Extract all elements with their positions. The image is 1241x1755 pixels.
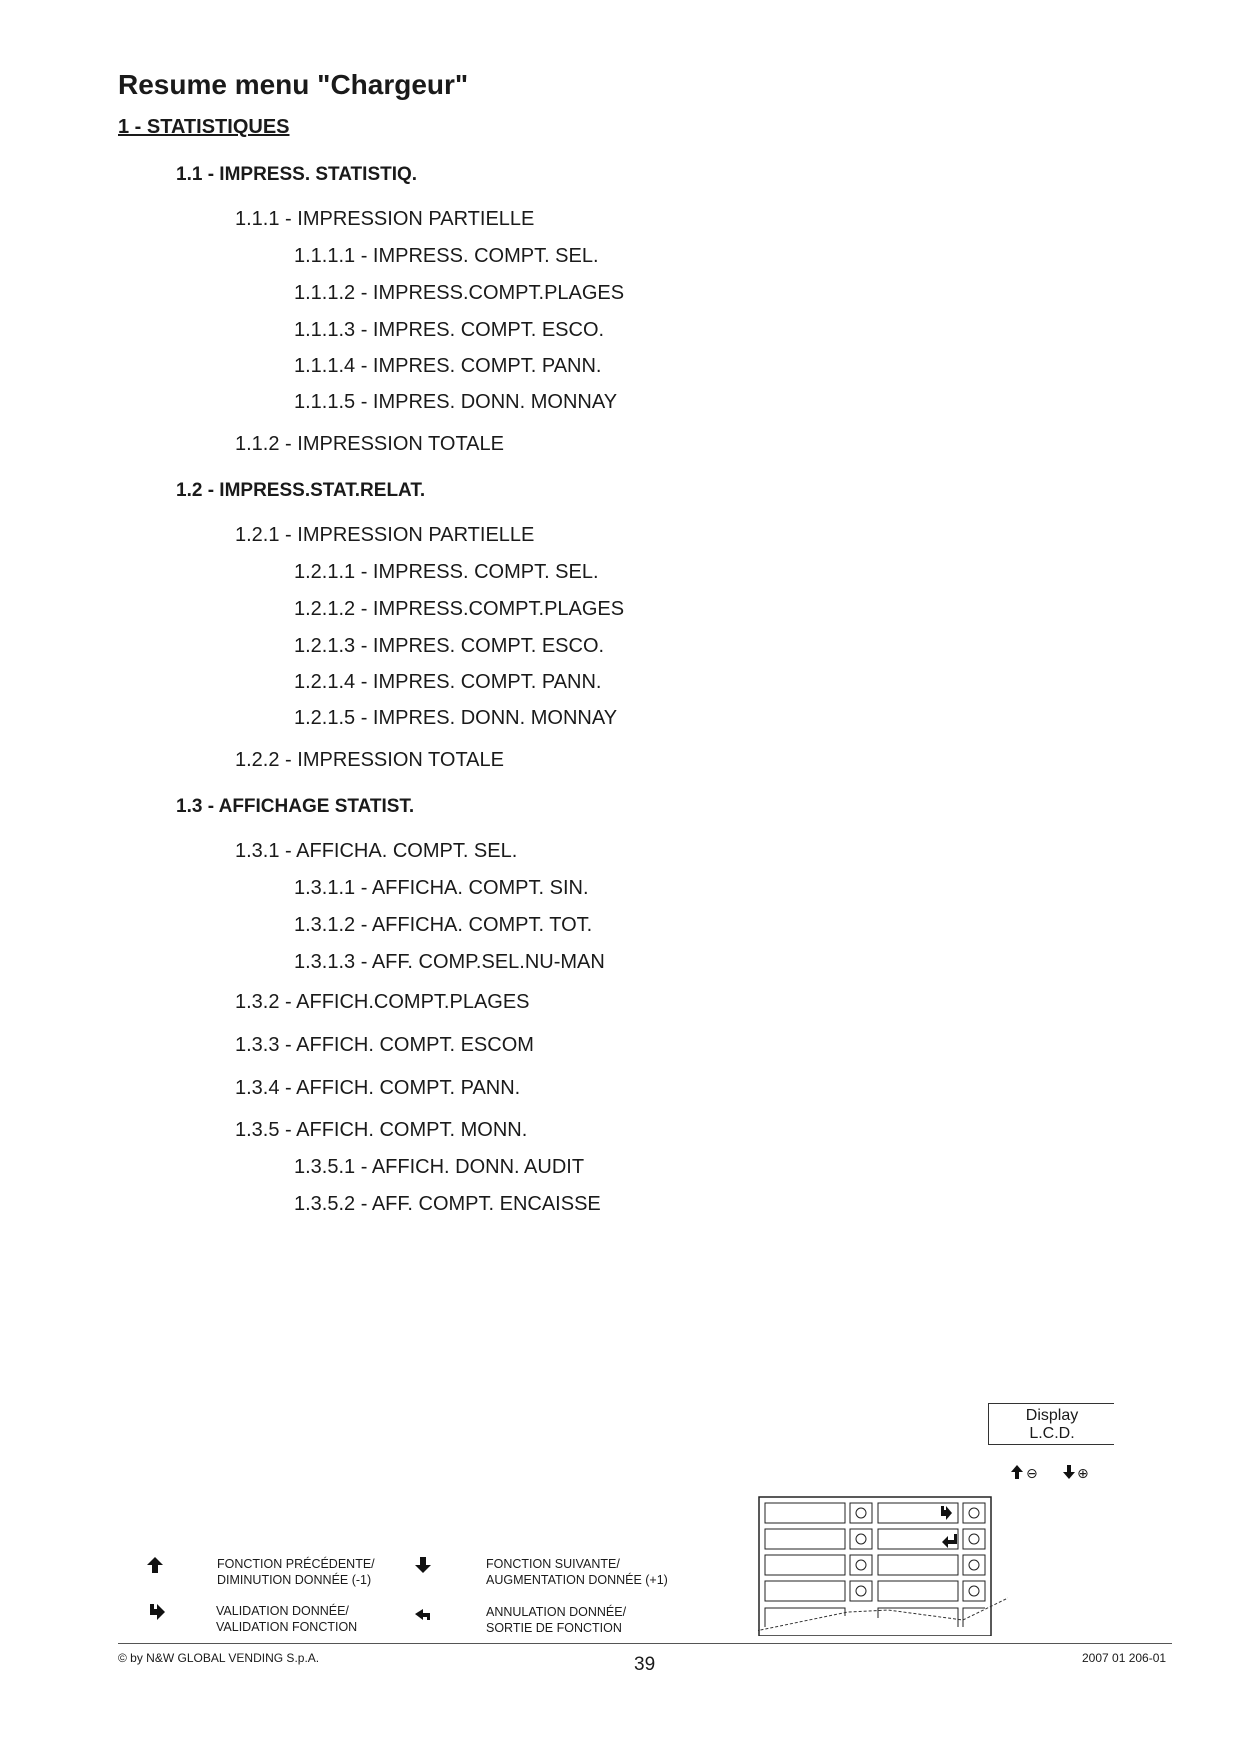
legend-validate-line2: VALIDATION FONCTION xyxy=(216,1620,358,1634)
menu-item-level2: 1.1.1 - IMPRESSION PARTIELLE xyxy=(235,208,535,230)
menu-item-level3: 1.1.1.4 - IMPRES. COMPT. PANN. xyxy=(294,355,602,377)
menu-item-level3: 1.3.5.2 - AFF. COMPT. ENCAISSE xyxy=(294,1193,601,1215)
menu-item-level2: 1.3.2 - AFFICH.COMPT.PLAGES xyxy=(235,991,530,1013)
keypad-diagram xyxy=(758,1496,1008,1636)
menu-item-level3: 1.3.5.1 - AFFICH. DONN. AUDIT xyxy=(294,1156,585,1178)
footer-divider xyxy=(118,1643,1172,1644)
footer-copyright: © by N&W GLOBAL VENDING S.p.A. xyxy=(118,1651,320,1665)
page-number: 39 xyxy=(634,1654,656,1675)
menu-item-level1: 1.1 - IMPRESS. STATISTIQ. xyxy=(176,164,418,185)
menu-item-level3: 1.2.1.1 - IMPRESS. COMPT. SEL. xyxy=(294,561,599,583)
menu-item-level2: 1.3.4 - AFFICH. COMPT. PANN. xyxy=(235,1077,521,1099)
menu-item-level3: 1.1.1.1 - IMPRESS. COMPT. SEL. xyxy=(294,245,599,267)
menu-item-level3: 1.3.1.1 - AFFICHA. COMPT. SIN. xyxy=(294,877,589,899)
menu-item-level3: 1.2.1.4 - IMPRES. COMPT. PANN. xyxy=(294,671,602,693)
menu-item-level3: 1.2.1.3 - IMPRES. COMPT. ESCO. xyxy=(294,635,605,657)
legend-prev-line2: DIMINUTION DONNÉE (-1) xyxy=(217,1573,372,1587)
lcd-display xyxy=(988,1403,1114,1445)
arrow-back-icon xyxy=(414,1603,432,1621)
arrow-down-icon xyxy=(1062,1464,1076,1480)
page-title: Resume menu "Chargeur" xyxy=(118,69,469,100)
menu-item-level2: 1.2.2 - IMPRESSION TOTALE xyxy=(235,749,504,771)
menu-item-level3: 1.1.1.5 - IMPRES. DONN. MONNAY xyxy=(294,391,618,413)
menu-item-level2: 1.1.2 - IMPRESSION TOTALE xyxy=(235,433,504,455)
legend-prev-line1: FONCTION PRÉCÉDENTE/ xyxy=(217,1557,375,1571)
menu-item-level3: 1.1.1.3 - IMPRES. COMPT. ESCO. xyxy=(294,319,605,341)
menu-item-level2: 1.2.1 - IMPRESSION PARTIELLE xyxy=(235,524,535,546)
lcd-label-line2: L.C.D. xyxy=(1029,1425,1075,1442)
legend-next-line2: AUGMENTATION DONNÉE (+1) xyxy=(486,1573,668,1587)
legend-next-line1: FONCTION SUIVANTE/ xyxy=(486,1557,620,1571)
menu-item-level2: 1.3.3 - AFFICH. COMPT. ESCOM xyxy=(235,1034,534,1056)
arrow-up-icon xyxy=(1010,1464,1024,1480)
footer-doc-code: 2007 01 206-01 xyxy=(1082,1651,1167,1665)
menu-item-level2: 1.3.1 - AFFICHA. COMPT. SEL. xyxy=(235,840,518,862)
menu-item-level3: 1.3.1.2 - AFFICHA. COMPT. TOT. xyxy=(294,914,593,936)
menu-item-level2: 1.3.5 - AFFICH. COMPT. MONN. xyxy=(235,1119,528,1141)
arrow-down-icon xyxy=(414,1556,432,1574)
section-heading: 1 - STATISTIQUES xyxy=(118,116,290,138)
menu-item-level3: 1.1.1.2 - IMPRESS.COMPT.PLAGES xyxy=(294,282,625,304)
legend-validate-line1: VALIDATION DONNÉE/ xyxy=(216,1604,349,1618)
arrow-up-icon xyxy=(146,1556,164,1574)
lcd-label-line1: Display xyxy=(1025,1407,1079,1424)
menu-item-level3: 1.2.1.5 - IMPRES. DONN. MONNAY xyxy=(294,707,618,729)
menu-item-level3: 1.2.1.2 - IMPRESS.COMPT.PLAGES xyxy=(294,598,625,620)
menu-item-level3: 1.3.1.3 - AFF. COMP.SEL.NU-MAN xyxy=(294,951,605,973)
legend-cancel-line1: ANNULATION DONNÉE/ xyxy=(486,1605,627,1619)
menu-item-level1: 1.3 - AFFICHAGE STATIST. xyxy=(176,796,415,817)
arrow-enter-icon xyxy=(148,1603,166,1621)
plus-icon: ⊕ xyxy=(1077,1465,1089,1481)
legend-cancel-line2: SORTIE DE FONCTION xyxy=(486,1621,622,1635)
menu-item-level1: 1.2 - IMPRESS.STAT.RELAT. xyxy=(176,480,426,501)
minus-icon: ⊖ xyxy=(1026,1465,1038,1481)
